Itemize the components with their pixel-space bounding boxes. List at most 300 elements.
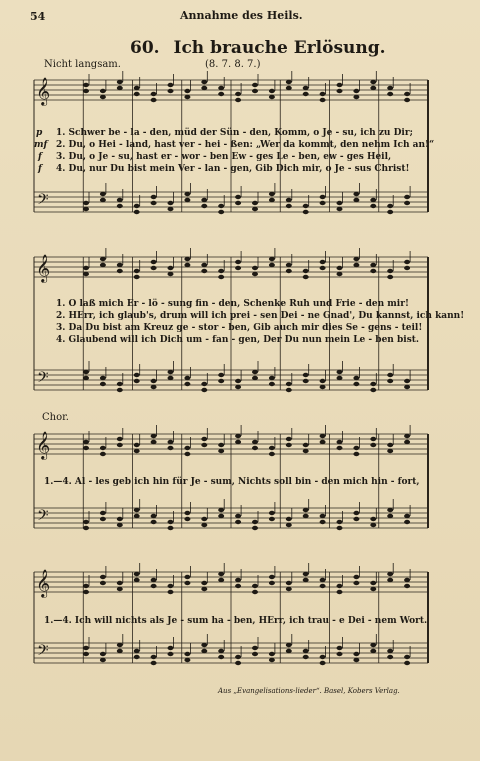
note-head [134, 508, 140, 512]
chorus-line: 1.—4. Al - les geb ich hin für Je - sum, Nichts soll bin - den mich hin - fort, [44, 477, 420, 487]
note-head [201, 437, 207, 441]
note-head [269, 658, 275, 662]
note-head [168, 446, 174, 450]
note-head [286, 523, 292, 527]
note-head [151, 195, 157, 199]
note-head [218, 269, 224, 273]
note-head [184, 263, 190, 267]
note-head [370, 517, 376, 521]
note-head [337, 590, 343, 594]
note-head [269, 95, 275, 99]
note-head [168, 207, 174, 211]
note-head [201, 204, 207, 208]
note-head [387, 269, 393, 273]
note-head [134, 204, 140, 208]
note-head [235, 440, 241, 444]
dynamic-mark: f [38, 152, 42, 162]
hymn-number: 60. [130, 38, 160, 58]
note-head [218, 508, 224, 512]
note-head [353, 263, 359, 267]
note-head [269, 257, 275, 261]
note-head [218, 379, 224, 383]
note-head [353, 382, 359, 386]
note-head [337, 440, 343, 444]
note-head [320, 201, 326, 205]
note-head [286, 80, 292, 84]
note-head [100, 446, 106, 450]
note-head [151, 578, 157, 582]
note-head [83, 376, 89, 380]
note-head [404, 520, 410, 524]
note-head [286, 269, 292, 273]
note-head [184, 376, 190, 380]
note-head [269, 263, 275, 267]
note-head [269, 575, 275, 579]
note-head [370, 198, 376, 202]
note-head [404, 661, 410, 665]
note-head [168, 272, 174, 276]
note-head [235, 201, 241, 205]
note-head [320, 195, 326, 199]
note-head [100, 652, 106, 656]
note-head [168, 520, 174, 524]
note-head [320, 98, 326, 102]
note-head [252, 446, 258, 450]
note-head [134, 92, 140, 96]
note-head [151, 98, 157, 102]
note-head [252, 590, 258, 594]
note-head [151, 584, 157, 588]
note-head [83, 446, 89, 450]
note-head [404, 195, 410, 199]
note-head [134, 275, 140, 279]
note-head [184, 192, 190, 196]
note-head [404, 98, 410, 102]
note-head [387, 649, 393, 653]
note-head [269, 192, 275, 196]
note-head [218, 204, 224, 208]
note-head [286, 198, 292, 202]
note-head [303, 655, 309, 659]
note-head [201, 382, 207, 386]
note-head [168, 266, 174, 270]
note-head [151, 440, 157, 444]
note-head [218, 578, 224, 582]
note-head [151, 266, 157, 270]
note-head [235, 434, 241, 438]
note-head [252, 83, 258, 87]
note-head [134, 443, 140, 447]
note-head [303, 572, 309, 576]
page-number: 54 [30, 10, 46, 23]
note-head [252, 526, 258, 530]
note-head [252, 584, 258, 588]
treble-clef: 𝄞 [36, 569, 51, 597]
note-head [151, 385, 157, 389]
note-head [117, 198, 123, 202]
note-head [353, 511, 359, 515]
note-head [100, 95, 106, 99]
note-head [83, 652, 89, 656]
note-head [337, 266, 343, 270]
note-head [117, 388, 123, 392]
note-head [201, 80, 207, 84]
note-head [404, 266, 410, 270]
note-head [353, 652, 359, 656]
note-head [201, 523, 207, 527]
note-head [184, 257, 190, 261]
note-head [134, 649, 140, 653]
note-head [303, 275, 309, 279]
note-head [269, 376, 275, 380]
note-head [387, 210, 393, 214]
note-head [235, 578, 241, 582]
note-head [353, 446, 359, 450]
note-head [370, 523, 376, 527]
dynamic-mark: mf [34, 140, 48, 150]
note-head [117, 263, 123, 267]
note-head [370, 269, 376, 273]
note-head [151, 514, 157, 518]
note-head [303, 443, 309, 447]
note-head [320, 440, 326, 444]
note-head [235, 584, 241, 588]
note-head [387, 275, 393, 279]
note-head [151, 92, 157, 96]
note-head [387, 449, 393, 453]
note-head [100, 257, 106, 261]
note-head [184, 452, 190, 456]
note-head [370, 587, 376, 591]
note-head [303, 373, 309, 377]
bass-clef: 𝄢 [37, 369, 49, 390]
note-head [370, 388, 376, 392]
note-head [218, 86, 224, 90]
note-head [134, 572, 140, 576]
verse-line: 4. Glaubend will ich Dich um - fan - gen, Der Du nun mein Le - ben bist. [56, 335, 420, 345]
note-head [303, 92, 309, 96]
note-head [286, 443, 292, 447]
note-head [184, 89, 190, 93]
credit-line: Aus „Evangelisations-lieder“. Basel, Kobers Verlag. [218, 687, 400, 695]
note-head [353, 517, 359, 521]
note-head [168, 526, 174, 530]
note-head [100, 89, 106, 93]
note-head [286, 581, 292, 585]
note-head [337, 376, 343, 380]
note-head [168, 646, 174, 650]
note-head [286, 437, 292, 441]
note-head [269, 652, 275, 656]
note-head [184, 95, 190, 99]
note-head [218, 92, 224, 96]
note-head [269, 517, 275, 521]
note-head [201, 443, 207, 447]
verse-line: 3. Da Du bist am Kreuz ge - stor - ben, Gib auch mir dies Se - gens - teil! [56, 323, 423, 333]
note-head [134, 379, 140, 383]
note-head [286, 517, 292, 521]
note-head [370, 643, 376, 647]
note-head [168, 83, 174, 87]
note-head [218, 443, 224, 447]
note-head [252, 440, 258, 444]
note-head [218, 655, 224, 659]
note-head [117, 443, 123, 447]
note-head [134, 449, 140, 453]
note-head [235, 266, 241, 270]
note-head [151, 201, 157, 205]
note-head [184, 652, 190, 656]
note-head [184, 658, 190, 662]
note-head [387, 655, 393, 659]
note-head [303, 578, 309, 582]
chorus-label: Chor. [42, 412, 69, 423]
note-head [353, 257, 359, 261]
note-head [337, 272, 343, 276]
note-head [303, 514, 309, 518]
note-head [134, 373, 140, 377]
note-head [218, 449, 224, 453]
note-head [83, 584, 89, 588]
note-head [320, 520, 326, 524]
note-head [320, 661, 326, 665]
note-head [252, 207, 258, 211]
note-head [117, 581, 123, 585]
note-head [252, 201, 258, 205]
note-head [184, 198, 190, 202]
note-head [184, 446, 190, 450]
note-head [117, 269, 123, 273]
note-head [252, 89, 258, 93]
note-head [370, 80, 376, 84]
note-head [387, 572, 393, 576]
note-head [303, 204, 309, 208]
note-head [218, 210, 224, 214]
note-head [404, 434, 410, 438]
note-head [201, 643, 207, 647]
note-head [235, 260, 241, 264]
note-head [168, 201, 174, 205]
note-head [83, 266, 89, 270]
note-head [404, 584, 410, 588]
note-head [235, 514, 241, 518]
note-head [320, 584, 326, 588]
note-head [201, 581, 207, 585]
verse-line: 1. Schwer be - la - den, müd der Sün - den, Komm, o Je - su, ich zu Dir; [56, 128, 413, 138]
note-head [387, 443, 393, 447]
note-head [83, 590, 89, 594]
note-head [235, 520, 241, 524]
note-head [100, 376, 106, 380]
note-head [387, 92, 393, 96]
note-head [387, 508, 393, 512]
note-head [235, 661, 241, 665]
note-head [117, 437, 123, 441]
note-head [134, 514, 140, 518]
note-head [252, 370, 258, 374]
note-head [404, 578, 410, 582]
note-head [320, 260, 326, 264]
note-head [353, 575, 359, 579]
note-head [269, 452, 275, 456]
note-head [404, 440, 410, 444]
note-head [269, 382, 275, 386]
note-head [100, 575, 106, 579]
note-head [404, 385, 410, 389]
note-head [168, 584, 174, 588]
bass-clef: 𝄢 [37, 642, 49, 663]
note-head [100, 658, 106, 662]
note-head [100, 581, 106, 585]
note-head [337, 646, 343, 650]
note-head [218, 649, 224, 653]
note-head [269, 511, 275, 515]
dynamic-mark: f [38, 164, 42, 174]
note-head [201, 86, 207, 90]
note-head [320, 92, 326, 96]
note-head [286, 382, 292, 386]
treble-clef: 𝄞 [36, 431, 51, 459]
note-head [151, 260, 157, 264]
note-head [370, 649, 376, 653]
note-head [303, 86, 309, 90]
note-head [201, 517, 207, 521]
note-head [168, 652, 174, 656]
note-head [320, 385, 326, 389]
note-head [83, 440, 89, 444]
note-head [117, 86, 123, 90]
note-head [235, 385, 241, 389]
note-head [370, 86, 376, 90]
note-head [303, 508, 309, 512]
note-head [337, 652, 343, 656]
note-head [353, 198, 359, 202]
treble-clef: 𝄞 [36, 254, 51, 282]
note-head [320, 434, 326, 438]
verse-line: 2. HErr, ich glaub's, drum will ich prei - sen Dei - ne Gnad', Du kannst, ich kann! [56, 311, 465, 321]
note-head [218, 275, 224, 279]
note-head [134, 210, 140, 214]
bass-clef: 𝄢 [37, 507, 49, 528]
note-head [387, 578, 393, 582]
note-head [286, 263, 292, 267]
note-head [286, 643, 292, 647]
treble-clef: 𝄞 [36, 77, 51, 105]
dynamic-mark: p [36, 128, 43, 138]
note-head [404, 92, 410, 96]
note-head [201, 263, 207, 267]
note-head [337, 83, 343, 87]
note-head [184, 581, 190, 585]
note-head [117, 517, 123, 521]
note-head [269, 89, 275, 93]
note-head [320, 655, 326, 659]
note-head [184, 575, 190, 579]
note-head [404, 260, 410, 264]
note-head [404, 655, 410, 659]
note-head [235, 98, 241, 102]
note-head [337, 526, 343, 530]
note-head [100, 192, 106, 196]
note-head [83, 272, 89, 276]
note-head [184, 517, 190, 521]
note-head [235, 92, 241, 96]
note-head [117, 643, 123, 647]
note-head [100, 452, 106, 456]
note-head [83, 89, 89, 93]
note-head [337, 201, 343, 205]
note-head [353, 658, 359, 662]
note-head [370, 263, 376, 267]
note-head [168, 89, 174, 93]
note-head [286, 587, 292, 591]
note-head [387, 204, 393, 208]
note-head [252, 652, 258, 656]
note-head [387, 86, 393, 90]
note-head [387, 379, 393, 383]
note-head [151, 661, 157, 665]
note-head [370, 443, 376, 447]
note-head [117, 382, 123, 386]
note-head [320, 514, 326, 518]
note-head [252, 272, 258, 276]
note-head [404, 201, 410, 205]
tempo-marking: Nicht langsam. [44, 59, 121, 70]
note-head [134, 578, 140, 582]
note-head [337, 584, 343, 588]
note-head [100, 517, 106, 521]
verse-line: 1. O laß mich Er - lö - sung fin - den, Schenke Ruh und Frie - den mir! [56, 299, 409, 309]
note-head [252, 376, 258, 380]
note-head [353, 192, 359, 196]
note-head [151, 379, 157, 383]
note-head [370, 437, 376, 441]
note-head [370, 581, 376, 585]
note-head [184, 511, 190, 515]
note-head [235, 195, 241, 199]
note-head [337, 520, 343, 524]
note-head [252, 520, 258, 524]
note-head [201, 198, 207, 202]
note-head [353, 89, 359, 93]
note-head [134, 655, 140, 659]
note-head [404, 514, 410, 518]
note-head [117, 649, 123, 653]
note-head [201, 649, 207, 653]
note-head [168, 370, 174, 374]
note-head [100, 263, 106, 267]
note-head [168, 376, 174, 380]
note-head [303, 210, 309, 214]
note-head [117, 80, 123, 84]
note-head [387, 514, 393, 518]
meter-marking: (8. 7. 8. 7.) [205, 59, 261, 70]
note-head [252, 646, 258, 650]
note-head [320, 379, 326, 383]
note-head [370, 204, 376, 208]
note-head [353, 376, 359, 380]
note-head [235, 379, 241, 383]
note-head [83, 520, 89, 524]
note-head [201, 269, 207, 273]
note-head [117, 587, 123, 591]
note-head [387, 373, 393, 377]
note-head [83, 207, 89, 211]
note-head [151, 655, 157, 659]
note-head [303, 379, 309, 383]
note-head [303, 649, 309, 653]
note-head [100, 198, 106, 202]
